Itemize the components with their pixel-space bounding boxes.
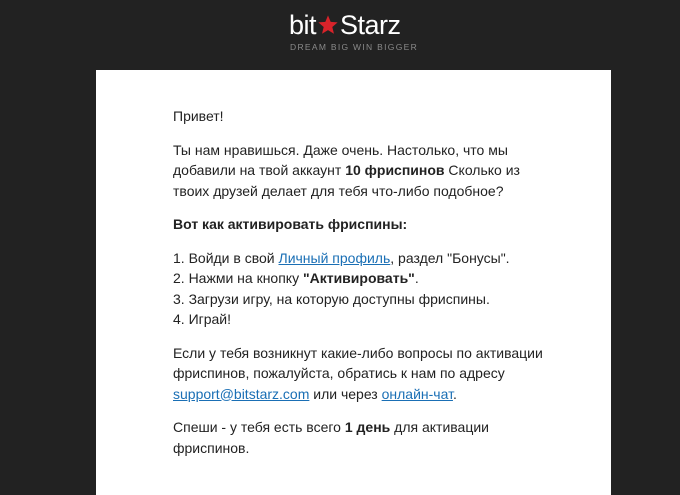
- logo-wordmark: [289, 10, 401, 40]
- step-3: 3. Загрузи игру, на которую доступны фриспины.: [173, 290, 490, 307]
- star-icon: [317, 14, 339, 36]
- step-1: [173, 248, 553, 269]
- email-header: [0, 0, 680, 70]
- intro-text-1: Ты нам нравишься. Даже очень. Настолько, что мы добавили на твой аккаунт: [173, 141, 508, 178]
- support-text-1: Если у тебя возникнут какие-либо вопросы по активации фриспинов, пожалуйста, обратись к нам по адресу: [173, 344, 543, 381]
- step-2: [173, 268, 553, 289]
- online-chat-link[interactable]: онлайн-чат: [381, 385, 453, 402]
- how-to-title-text: Вот как активировать фриспины:: [173, 216, 408, 232]
- hurry-bold-day: 1 день: [344, 419, 391, 435]
- logo-text-starz: Starz: [340, 9, 401, 40]
- steps-list: [173, 248, 553, 330]
- step-2-suffix: .: [414, 270, 419, 286]
- hurry-text-2: для активации фриспинов.: [173, 419, 490, 456]
- hurry-text-1: Спеши - у тебя есть всего: [173, 419, 345, 435]
- email-body-card: [96, 70, 611, 495]
- step-1-suffix: , раздел "Бонусы".: [390, 249, 510, 266]
- step-4: 4. Играй!: [173, 311, 232, 327]
- step-2-activate-bold: "Активировать": [302, 270, 415, 286]
- intro-bold-freespins: 10 фриспинов: [345, 162, 445, 178]
- step-2-prefix: 2. Нажми на кнопку: [173, 270, 303, 286]
- greeting-text: Привет!: [173, 108, 224, 124]
- intro-text-2: Сколько из твоих друзей делает для тебя что-либо подобное?: [173, 162, 520, 199]
- logo-text-bit: bit: [289, 9, 317, 40]
- how-to-title: [173, 214, 553, 235]
- support-paragraph: [173, 343, 553, 405]
- step-1-prefix: 1. Войди в свой: [173, 249, 279, 266]
- email-content: [173, 106, 553, 471]
- support-text-2: или через: [309, 385, 382, 402]
- support-text-3: .: [452, 385, 457, 402]
- bitstarz-logo[interactable]: [289, 10, 429, 56]
- hurry-paragraph: [173, 417, 553, 458]
- support-email-link[interactable]: support@bitstarz.com: [173, 385, 310, 402]
- logo-tagline: DREAM BIG WIN BIGGER: [290, 42, 419, 52]
- intro-paragraph: [173, 140, 553, 202]
- personal-profile-link[interactable]: Личный профиль: [278, 249, 391, 266]
